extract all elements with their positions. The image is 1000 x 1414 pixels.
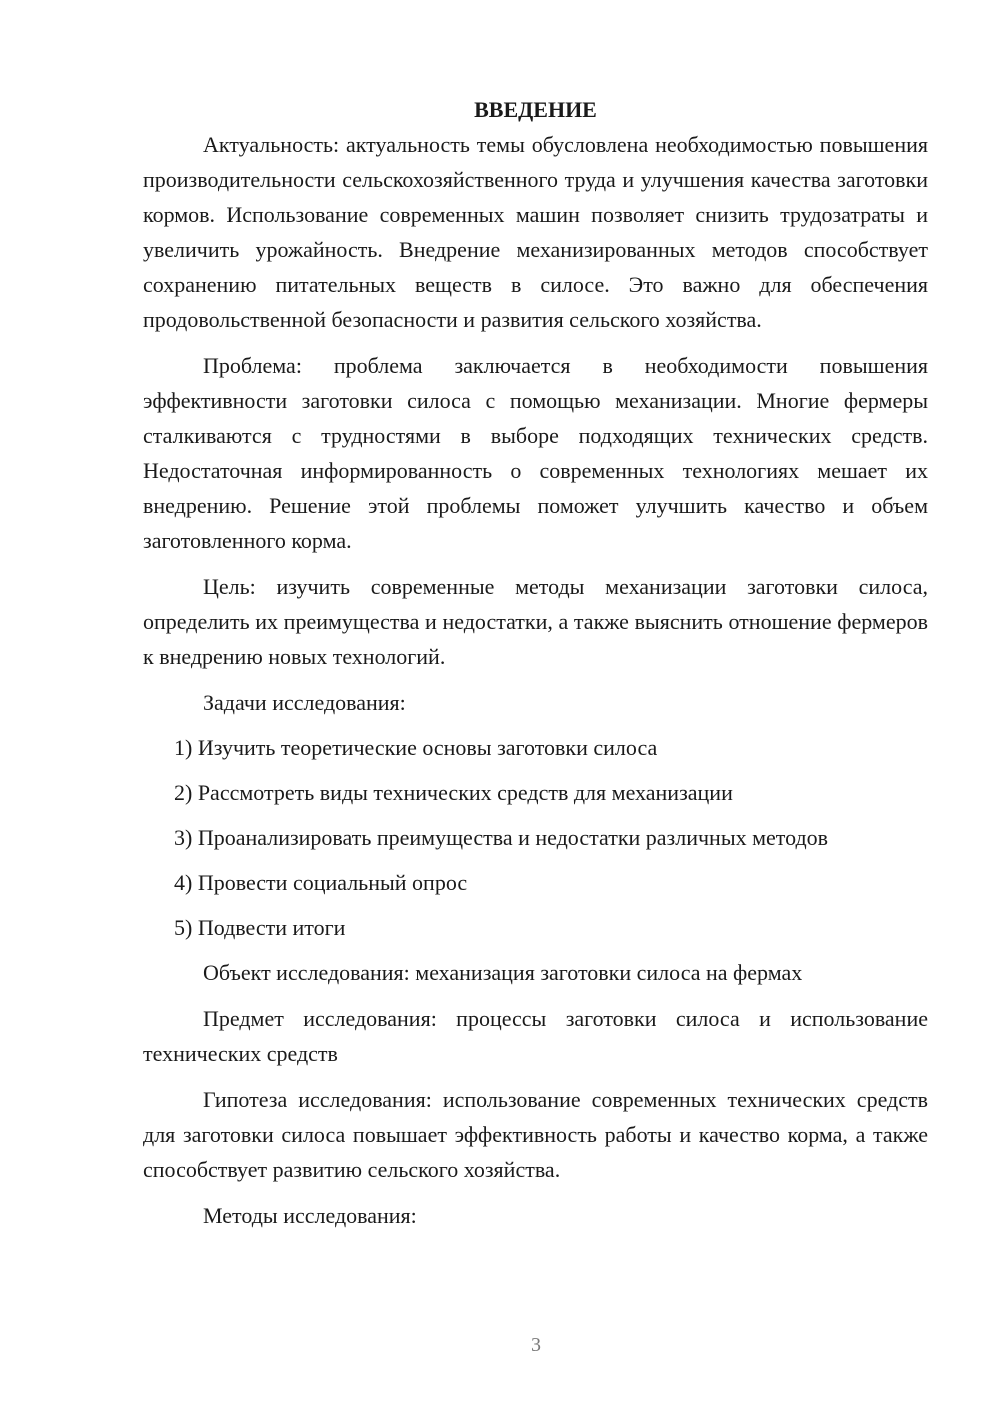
- subject-paragraph: Предмет исследования: процессы заготовки силоса и использование технических средств: [143, 1006, 928, 1066]
- goal-paragraph: Цель: изучить современные методы механизации заготовки силоса, определить их преимущества и недостатки, а также выяснить отношение фермеров к внедрению новых технологий.: [143, 574, 928, 669]
- object-paragraph: Объект исследования: механизация заготовки силоса на фермах: [203, 960, 803, 985]
- relevance-paragraph: Актуальность: актуальность темы обусловлена необходимостью повышения производительности сельскохозяйственного труда и улучшения качества заготовки кормов. Использование современных машин позволяет снизить трудозатраты и увеличить урожайность. Внедрение механизированных методов способствует сохранению питательных веществ в силосе. Это важно для обеспечения продовольственной безопасности и развития сельского хозяйства.: [143, 132, 928, 332]
- tasks-heading: Задачи исследования:: [203, 690, 406, 715]
- task-item: 2) Рассмотреть виды технических средств для механизации: [174, 780, 733, 805]
- section-title: ВВЕДЕНИЕ: [474, 97, 597, 122]
- task-item: 5) Подвести итоги: [174, 915, 346, 940]
- document-page: [143, 92, 928, 1243]
- problem-paragraph: Проблема: проблема заключается в необходимости повышения эффективности заготовки силоса с помощью механизации. Многие фермеры сталкиваются с трудностями в выборе подходящих технических средств. Недостаточная информированность о современных технологиях мешает их внедрению. Решение этой проблемы поможет улучшить качество и объем заготовленного корма.: [143, 353, 928, 553]
- task-item: 3) Проанализировать преимущества и недостатки различных методов: [174, 825, 829, 850]
- hypothesis-paragraph: Гипотеза исследования: использование современных технических средств для заготовки силоса повышает эффективность работы и качество корма, а также способствует развитию сельского хозяйства.: [143, 1087, 928, 1182]
- methods-heading: Методы исследования:: [203, 1203, 417, 1228]
- tasks-list: [143, 730, 928, 945]
- page-number: 3: [531, 1334, 541, 1356]
- task-item: 4) Провести социальный опрос: [174, 870, 468, 895]
- task-item: 1) Изучить теоретические основы заготовки силоса: [174, 735, 658, 760]
